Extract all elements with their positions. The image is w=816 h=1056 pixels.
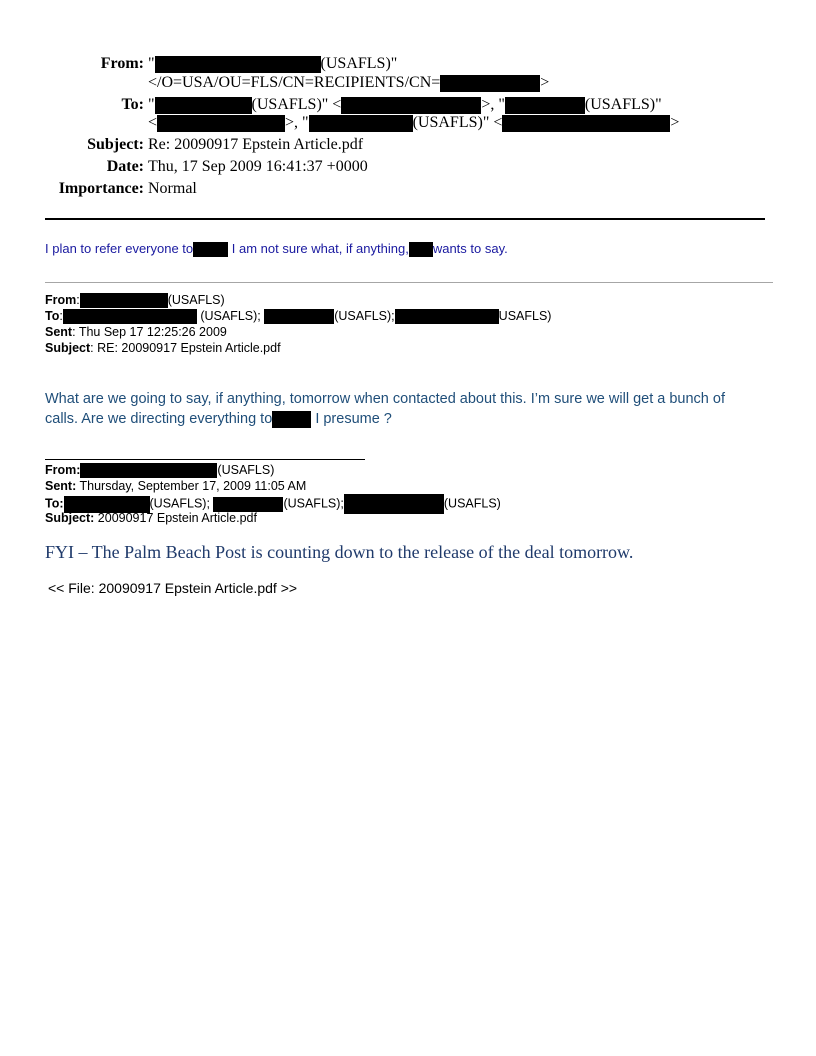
to-line-2: < >, " (USAFLS)" < > bbox=[148, 114, 680, 131]
from-label: From: bbox=[100, 55, 144, 72]
msg3-sent: Sent: Thursday, September 17, 2009 11:05 AM bbox=[45, 479, 307, 493]
redaction-box bbox=[505, 97, 585, 114]
redaction-box bbox=[155, 56, 321, 73]
msg2-subject: Subject: RE: 20090917 Epstein Article.pdf bbox=[45, 341, 281, 355]
msg3-subject: Subject: 20090917 Epstein Article.pdf bbox=[45, 511, 257, 525]
redaction-box bbox=[341, 97, 481, 114]
redaction-box bbox=[80, 293, 168, 308]
subject-label: Subject: bbox=[87, 136, 144, 153]
header-divider bbox=[45, 218, 765, 220]
from-line-2: </O=USA/OU=FLS/CN=RECIPIENTS/CN= > bbox=[148, 74, 550, 91]
date-label: Date: bbox=[106, 158, 144, 175]
redaction-box bbox=[309, 115, 413, 132]
msg2-from: From: (USAFLS) bbox=[45, 293, 225, 307]
message-divider bbox=[45, 282, 773, 283]
redaction-box bbox=[63, 309, 197, 324]
msg2-body-line-2: calls. Are we directing everything to I presume ? bbox=[45, 411, 392, 427]
reply-body: I plan to refer everyone to I am not sure what, if anything, wants to say. bbox=[45, 241, 508, 256]
to-line-1: " (USAFLS)" < >, " (USAFLS)" bbox=[148, 96, 662, 113]
msg2-to: To: (USAFLS); (USAFLS); USAFLS) bbox=[45, 309, 552, 323]
redaction-box bbox=[395, 309, 499, 324]
msg3-from: From: (USAFLS) bbox=[45, 463, 275, 477]
msg2-sent: Sent: Thu Sep 17 12:25:26 2009 bbox=[45, 325, 227, 339]
importance-label: Importance: bbox=[58, 180, 144, 197]
redaction-box bbox=[440, 75, 540, 92]
to-label: To: bbox=[121, 96, 144, 113]
redaction-box bbox=[157, 115, 285, 132]
redaction-box bbox=[80, 463, 217, 478]
redaction-box bbox=[264, 309, 334, 324]
redaction-box bbox=[193, 242, 228, 257]
date-value: Thu, 17 Sep 2009 16:41:37 +0000 bbox=[148, 158, 368, 175]
attachment-reference[interactable]: << File: 20090917 Epstein Article.pdf >> bbox=[48, 580, 298, 596]
importance-value: Normal bbox=[148, 180, 197, 197]
redaction-box bbox=[409, 242, 433, 257]
msg2-body-line-1: What are we going to say, if anything, tomorrow when contacted about this. I’m sure we will get a bunch of bbox=[45, 391, 725, 407]
redaction-box bbox=[272, 411, 311, 428]
subject-value: Re: 20090917 Epstein Article.pdf bbox=[148, 136, 364, 153]
from-line-1: " (USAFLS)" bbox=[148, 55, 398, 72]
original-message-divider bbox=[45, 459, 365, 460]
msg3-to: To: (USAFLS); (USAFLS); (USAFLS) bbox=[45, 494, 501, 514]
msg3-body: FYI – The Palm Beach Post is counting down to the release of the deal tomorrow. bbox=[45, 542, 634, 562]
redaction-box bbox=[155, 97, 252, 114]
redaction-box bbox=[502, 115, 670, 132]
redaction-box bbox=[344, 494, 444, 514]
